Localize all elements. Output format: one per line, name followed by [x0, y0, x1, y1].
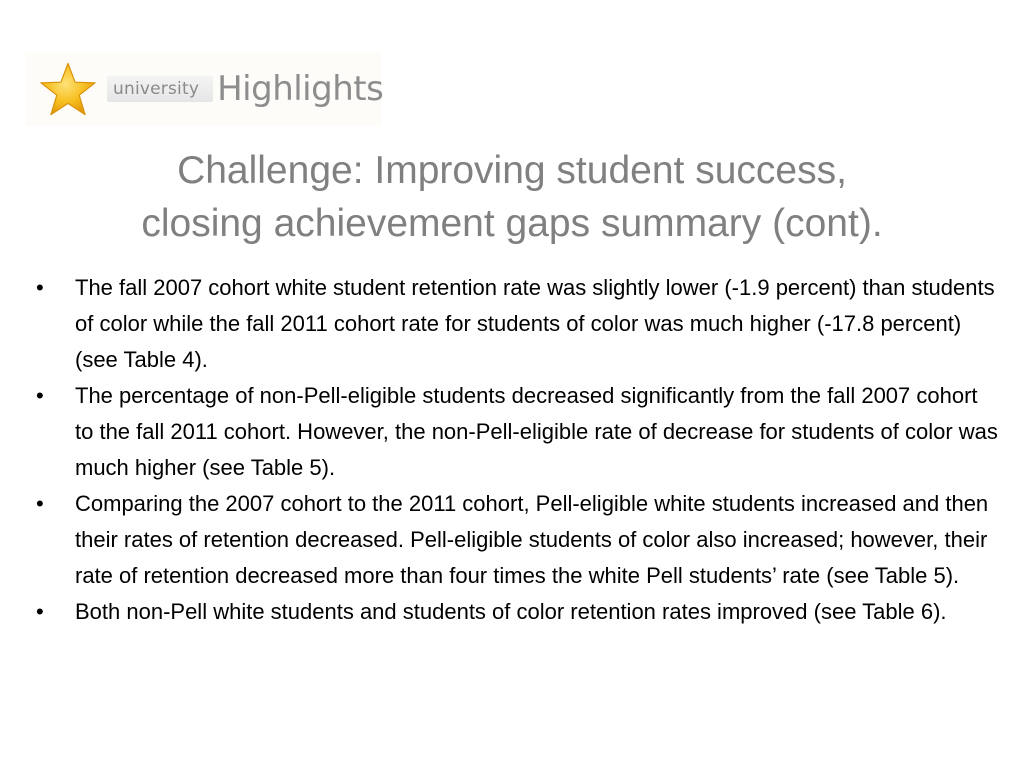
bullet-text: The fall 2007 cohort white student retention rate was slightly lower (-1.9 percent) than students of color while the fall 2011 cohort rate for students of color was much higher (-17.8 percent) (see Table 4).: [75, 275, 995, 372]
logo-university-text: university: [107, 76, 213, 102]
bullet-item: [26, 486, 1001, 594]
bullet-dot: •: [36, 599, 44, 624]
bullet-dot: •: [36, 383, 44, 408]
bullet-text: Comparing the 2007 cohort to the 2011 cohort, Pell-eligible white students increased and then their rates of retention decreased. Pell-eligible students of color also increased; however, their rate of retention decreased more than four times the white Pell students’ rate (see Table 5).: [75, 491, 989, 588]
bullet-item: [26, 270, 1001, 378]
star-icon: [37, 61, 99, 117]
bullet-item: [26, 378, 1001, 486]
bullet-item: [26, 594, 1001, 630]
logo-highlights-text: Highlights: [217, 69, 384, 109]
bullet-text: Both non-Pell white students and students of color retention rates improved (see Table 6).: [75, 599, 947, 624]
university-highlights-logo: [25, 52, 384, 126]
slide-title-line-2: closing achievement gaps summary (cont).: [141, 202, 883, 245]
bullet-text: The percentage of non-Pell-eligible students decreased significantly from the fall 2007 cohort to the fall 2011 cohort. However, the non-Pell-eligible rate of decrease for students of color was much higher (see Table 5).: [75, 383, 998, 480]
bullet-list: [26, 270, 1001, 630]
bullet-dot: •: [36, 275, 44, 300]
slide-title-line-1: Challenge: Improving student success,: [177, 149, 847, 192]
bullet-dot: •: [36, 491, 44, 516]
slide-title: [40, 144, 984, 250]
